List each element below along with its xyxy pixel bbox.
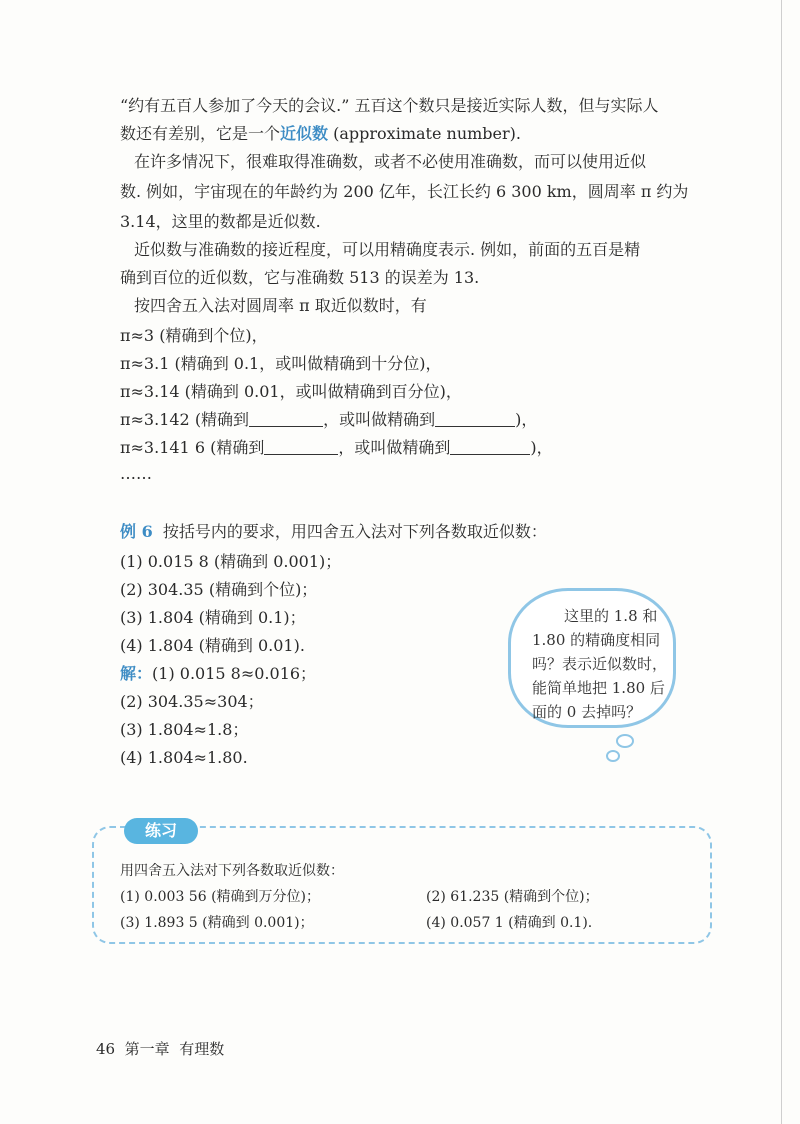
pi-intro: 按四舍五入法对圆周率 π 取近似数时，有 — [134, 296, 427, 315]
example-heading — [120, 522, 730, 542]
solution-label: 解： — [120, 664, 153, 683]
para2-line3: 3.14，这里的数都是近似数. — [120, 212, 321, 231]
blank-field — [249, 412, 323, 427]
pi-line-5-a: π≈3.141 6 (精确到 — [120, 438, 265, 457]
para2-line1: 在许多情况下，很难取得准确数，或者不必使用准确数，而可以使用近似 — [134, 152, 647, 171]
bubble-line-1: 这里的 1.8 和 — [564, 607, 658, 625]
pi-line-4-c: )， — [515, 410, 538, 429]
bubble-line-4: 能简单地把 1.80 后 — [532, 679, 665, 697]
page-number: 46 — [96, 1040, 116, 1058]
blank-field — [435, 412, 515, 427]
pi-line-1: π≈3 (精确到个位)， — [120, 326, 268, 345]
exercise-prompt: 用四舍五入法对下列各数取近似数： — [120, 863, 344, 879]
exercise-item-1: (1) 0.003 56 (精确到万分位)； — [120, 889, 320, 905]
pi-line-5 — [120, 438, 730, 458]
para1-line1: “约有五百人参加了今天的会议.” 五百这个数只是接近实际人数，但与实际人 — [120, 96, 659, 115]
pi-line-3: π≈3.14 (精确到 0.01，或叫做精确到百分位)， — [120, 382, 462, 401]
example-q3: (3) 1.804 (精确到 0.1)； — [120, 608, 306, 627]
example-q2: (2) 304.35 (精确到个位)； — [120, 580, 318, 599]
blank-field — [264, 440, 338, 455]
para1-line2 — [120, 124, 730, 144]
bubble-dot — [616, 734, 634, 748]
exercise-tab: 练习 — [124, 818, 198, 844]
para2-line2: 数. 例如，宇宙现在的年龄约为 200 亿年，长江长约 6 300 km，圆周率 π 约为 — [120, 182, 689, 201]
example-q4: (4) 1.804 (精确到 0.01). — [120, 636, 305, 655]
page-footer — [96, 1038, 224, 1059]
exercise-item-4: (4) 0.057 1 (精确到 0.1). — [426, 915, 593, 931]
para3-line1: 近似数与准确数的接近程度，可以用精确度表示. 例如，前面的五百是精 — [134, 240, 641, 259]
pi-line-4 — [120, 410, 730, 430]
blank-field — [450, 440, 530, 455]
pi-line-2: π≈3.1 (精确到 0.1，或叫做精确到十分位)， — [120, 354, 442, 373]
para1-line2-english: (approximate number). — [333, 124, 521, 143]
example-prompt: 按括号内的要求，用四舍五入法对下列各数取近似数： — [162, 522, 547, 541]
ellipsis: …… — [120, 464, 152, 483]
pi-line-5-b: ，或叫做精确到 — [338, 438, 451, 457]
solution-a1: (1) 0.015 8≈0.016； — [152, 664, 317, 683]
solution-a2: (2) 304.35≈304； — [120, 692, 264, 711]
bubble-line-5: 面的 0 去掉吗？ — [532, 703, 642, 721]
chapter-label: 第一章 — [124, 1040, 170, 1058]
pi-line-4-b: ，或叫做精确到 — [323, 410, 436, 429]
pi-line-5-c: )， — [530, 438, 553, 457]
bubble-line-2: 1.80 的精确度相同 — [532, 631, 661, 649]
exercise-item-3: (3) 1.893 5 (精确到 0.001)； — [120, 915, 314, 931]
pi-line-4-a: π≈3.142 (精确到 — [120, 410, 250, 429]
example-label: 例 6 — [120, 522, 153, 541]
approximate-number-term: 近似数 — [280, 124, 329, 143]
chapter-title: 有理数 — [179, 1040, 225, 1058]
para1-line2-text: 数还有差别，它是一个 — [120, 124, 281, 143]
para3-line2: 确到百位的近似数，它与准确数 513 的误差为 13. — [120, 268, 480, 287]
solution-a4: (4) 1.804≈1.80. — [120, 748, 248, 767]
page-edge — [781, 0, 782, 1124]
example-q1: (1) 0.015 8 (精确到 0.001)； — [120, 552, 342, 571]
bubble-dot — [606, 750, 620, 762]
exercise-item-2: (2) 61.235 (精确到个位)； — [426, 889, 599, 905]
bubble-line-3: 吗？表示近似数时， — [532, 655, 668, 673]
solution-a3: (3) 1.804≈1.8； — [120, 720, 249, 739]
